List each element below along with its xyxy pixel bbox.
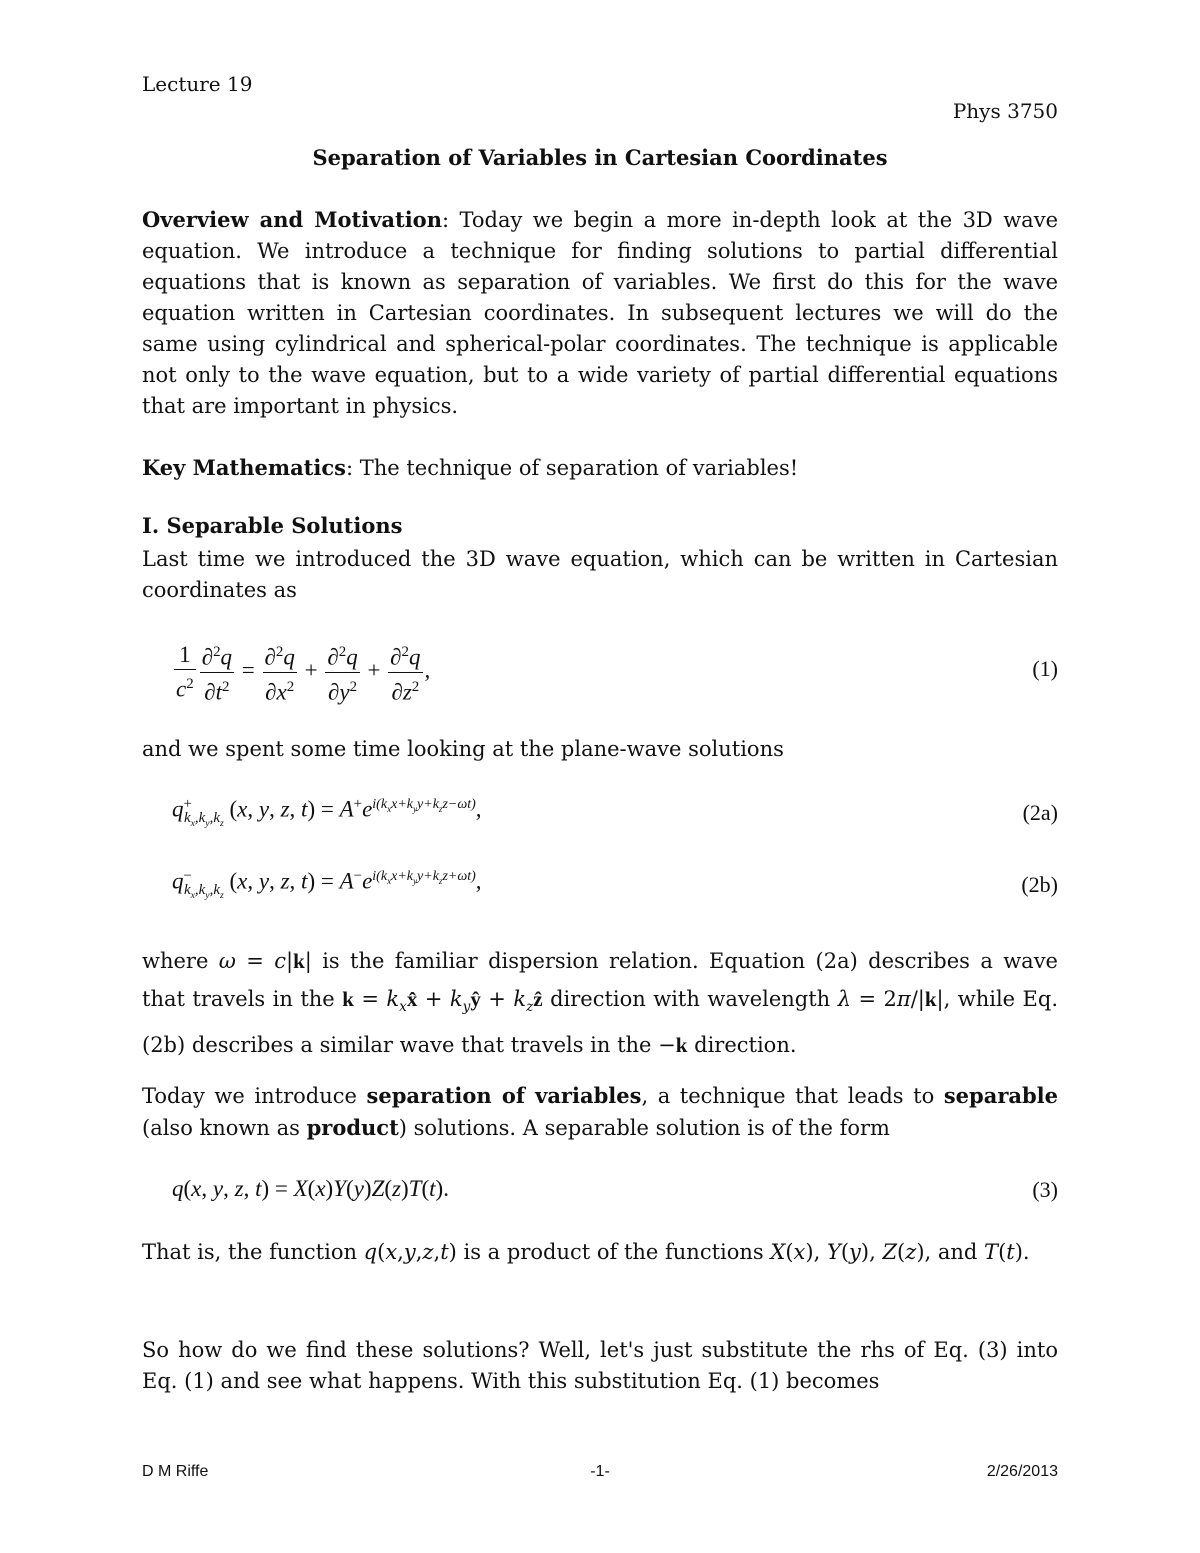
that-is-text: That is, the function — [142, 1240, 357, 1264]
today-text-3: (also known as — [142, 1116, 300, 1140]
substitution-paragraph: So how do we find these solutions? Well, let's just substitute the rhs of Eq. (3) into Eq. (1) and see what happens. With this substitution Eq. (1) becomes — [142, 1338, 1058, 1393]
key-math-heading: Key Mathematics — [142, 455, 346, 480]
product-paragraph: That is, the function q(x,y,z,t) is a product of the functions X(x), Y(y), Z(z), and T(t). — [142, 1240, 1030, 1264]
dispersion-text: is the familiar dispersion relation. Equation (2a) describes a wave that — [142, 949, 1058, 1011]
travels-text: travels in the — [192, 987, 335, 1011]
intro-paragraph: Last time we introduced the 3D wave equation, which can be written in Cartesian coordinates as — [142, 547, 1058, 602]
footer-page-number: -1- — [590, 1463, 610, 1480]
today-text-4: ) solutions. A separable solution is of the form — [398, 1116, 890, 1140]
equation-3-number: (3) — [1032, 1177, 1058, 1202]
product-text: is a product of the functions — [463, 1240, 764, 1264]
describes-text: describes a similar wave that travels in the — [191, 1033, 652, 1058]
equation-2a: $q^+_{k_x,k_y,k_z}$ (x, y, z, $t) = A^+e^{i(k_xx+k_yy+k_zz-\omega t)}$, — [172, 796, 482, 830]
key-math-text: : The technique of separation of variables! — [345, 456, 799, 480]
dispersion-paragraph: where ω = c|k| is the familiar dispersion relation. Equation (2a) describes a wave that travels in the $k = k_xx̂$ + $k_yŷ$ + $k_zẑ$ direction with wavelength λ = 2π/|k|, while Eq. (2b) describes a similar wave that travels in the −k direction. — [142, 949, 1059, 1058]
wavelength-text: direction with wavelength — [550, 987, 831, 1011]
today-bold-3: product — [306, 1115, 399, 1140]
while-text: , while Eq. (2b) — [142, 987, 1059, 1058]
overview-heading: Overview and Motivation — [142, 207, 442, 232]
course-label: Phys 3750 — [952, 99, 1058, 123]
equation-3: q(x, y, z, t) = X(x)Y(y)Z(z)T(t). — [172, 1176, 449, 1201]
equation-1-number: (1) — [1032, 656, 1058, 681]
today-text-2: , a technique that leads to — [641, 1084, 935, 1108]
where-text: where — [142, 949, 209, 973]
today-bold-2: separable — [943, 1083, 1059, 1108]
key-math-paragraph — [142, 452, 1058, 484]
separation-paragraph — [142, 1080, 1058, 1144]
equation-2a-number: (2a) — [1022, 800, 1058, 825]
footer-date: 2/26/2013 — [986, 1463, 1058, 1480]
section-heading: I. Separable Solutions — [142, 513, 403, 538]
page-title: Separation of Variables in Cartesian Coordinates — [312, 145, 888, 170]
equation-2b: $q^-_{k_x,k_y,k_z}$ (x, y, z, $t) = A^-e^{i(k_xx+k_yy+k_zz+\omega t)}$, — [172, 868, 482, 902]
today-bold-1: separation of variables — [366, 1083, 642, 1108]
plane-wave-text: and we spent some time looking at the plane-wave solutions — [142, 737, 784, 761]
overview-paragraph — [142, 204, 1058, 422]
lecture-label: Lecture 19 — [142, 72, 253, 96]
today-text-1: Today we introduce — [142, 1084, 357, 1108]
and-text: , and — [924, 1240, 978, 1264]
equation-1: $\frac{1}{c^2}$ $\frac{\partial^2q}{\partial t^2}$ = $\frac{\partial^2q}{\partial x^2}$ + $\frac{\partial^2q}{\partial y^2}$ + $\frac{\partial^2q}{\partial z^2}$ , — [172, 638, 430, 706]
overview-text: : Today we begin a more in-depth look at the 3D wave equation. We introduce a technique for finding solutions to partial differential equations that is known as separation of variables. We first do this for the wave equation written in Cartesian coordinates. In subsequent lectures we will do the same using cylindrical and spherical-polar coordinates. The technique is applicable not only to the wave equation, but to a wide variety of partial differential equations that are important in physics. — [142, 208, 1058, 418]
footer-author: D M Riffe — [142, 1463, 209, 1480]
equation-2b-number: (2b) — [1021, 872, 1058, 897]
direction-text: direction. — [694, 1033, 797, 1058]
